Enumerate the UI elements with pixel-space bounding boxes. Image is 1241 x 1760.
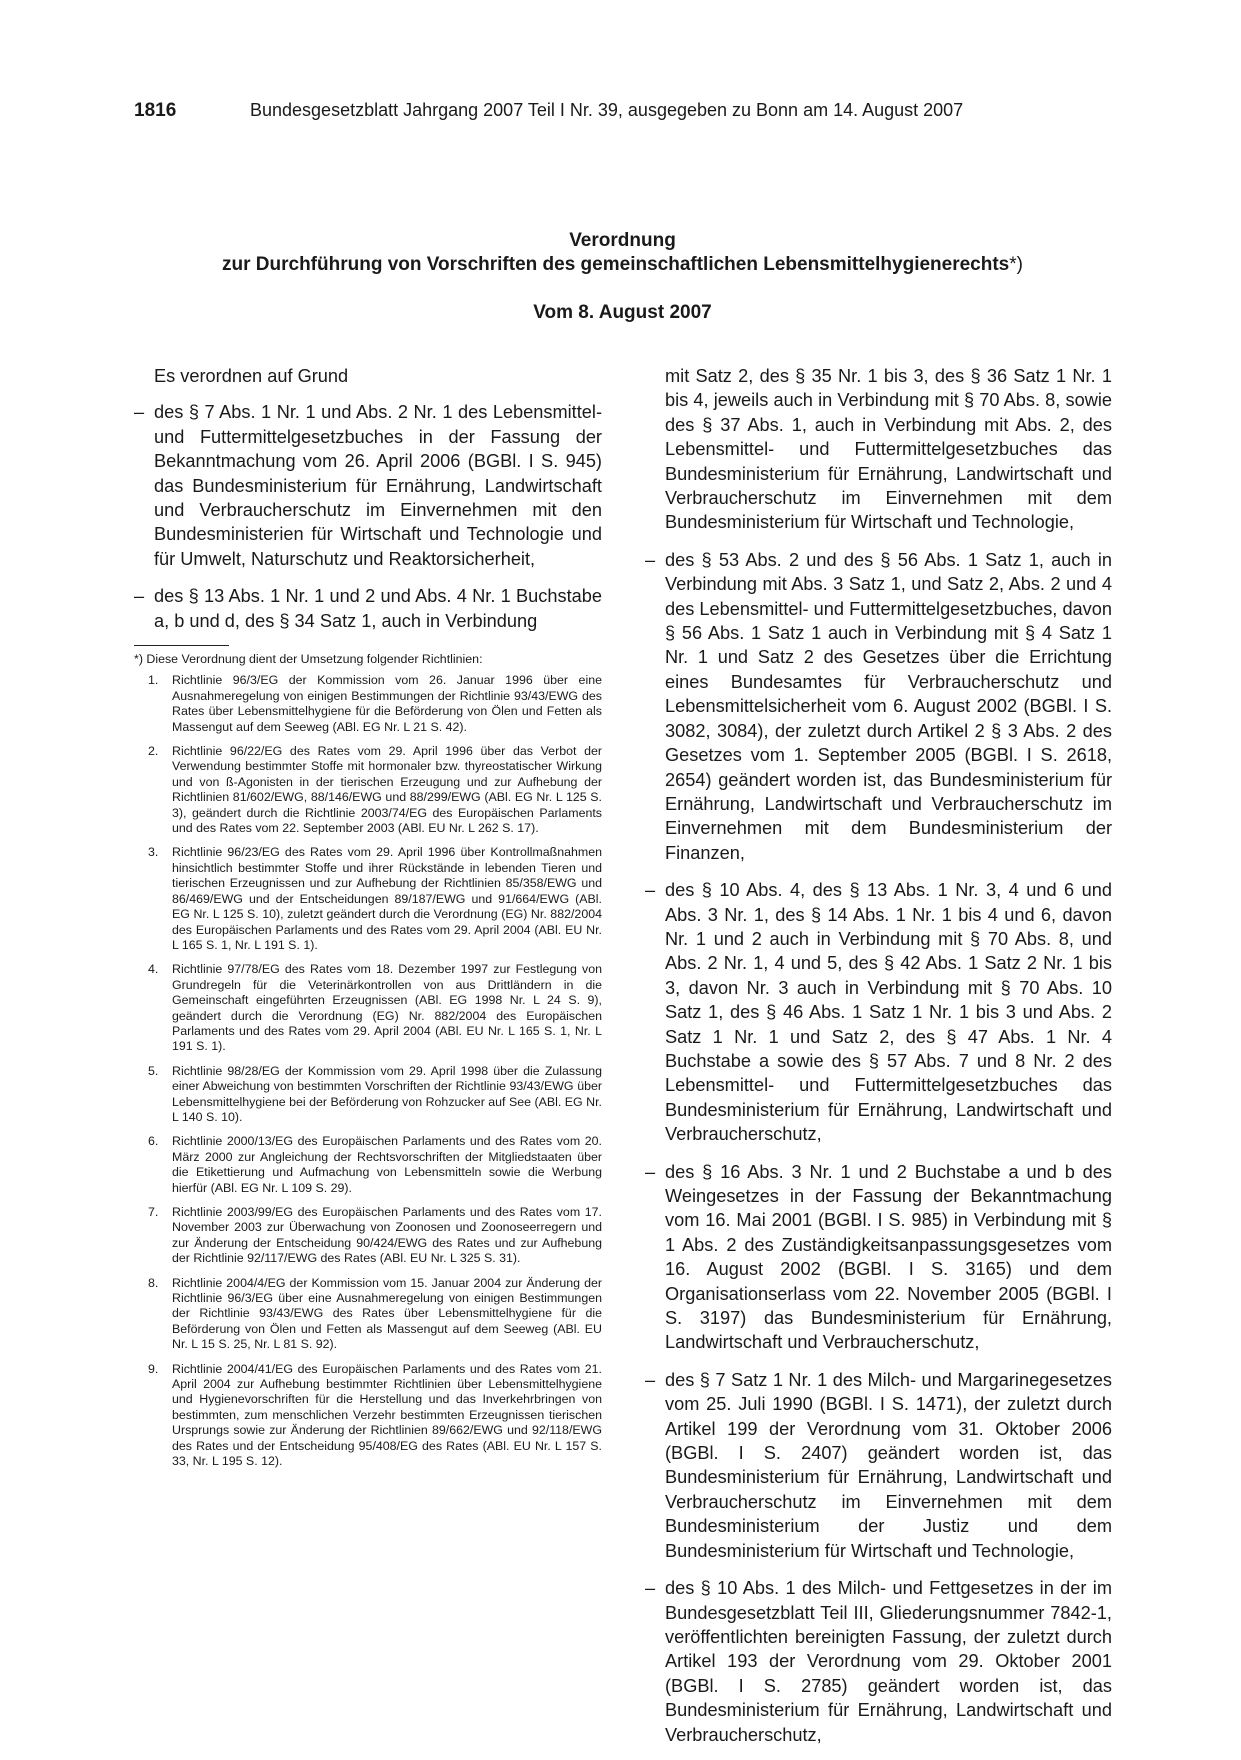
footnote-number: 8. — [148, 1275, 159, 1290]
footnote-item — [134, 1276, 602, 1353]
footnote-text: Richtlinie 2000/13/EG des Europäischen Parlaments und des Rates vom 20. März 2000 zur Angleichung der Rechtsvorschriften der Mitgliedstaaten über die Etikettierung und Aufmachung von Lebensmitteln sowie die Werbung hierfür (ABl. EG Nr. L 109 S. 29). — [172, 1134, 602, 1195]
list-item-text: des § 10 Abs. 4, des § 13 Abs. 1 Nr. 3, 4 und 6 und Abs. 3 Nr. 1, des § 14 Abs. 1 Nr. 1 bis 4 und 6, davon Nr. 1 und 2 auch in Verbindung mit § 70 Abs. 8, und Abs. 2 Nr. 1, 4 und 5, des § 42 Abs. 1 Satz 2 Nr. 1 bis 3, davon Nr. 3 auch in Verbindung mit § 70 Abs. 10 Satz 1, des § 46 Abs. 1 Satz 1 Nr. 1 bis 3 und Abs. 2 Satz 1 Nr. 1 und Satz 2, des § 47 Abs. 1 Nr. 4 Buchstabe a sowie des § 57 Abs. 7 und 8 Nr. 2 des Lebensmittel- und Futtermittelgesetzbuches das Bundesministerium für Ernährung, Landwirtschaft und Verbraucherschutz, — [665, 880, 1112, 1145]
footnote-text: Richtlinie 2004/4/EG der Kommission vom 15. Januar 2004 zur Änderung der Richtlinie 96/3/EG über eine Ausnahmeregelung von einigen Bestimmungen der Richtlinie 93/43/EWG des Rates über Lebensmittelhygiene für die Beförderung von Ölen und Fetten als Massengut auf dem Seeweg (ABl. EU Nr. L 15 S. 25, Nr. L 81 S. 92). — [172, 1275, 602, 1352]
footnote-intro: *) Diese Verordnung dient der Umsetzung folgender Richtlinien: — [134, 652, 483, 666]
list-item — [645, 1576, 1112, 1747]
footnote-text: Richtlinie 96/23/EG des Rates vom 29. April 1996 über Kontrollmaßnahmen hinsichtlich bestimmter Stoffe und ihrer Rückstände in lebenden Tieren und tierischen Erzeugnissen und zur Aufhebung der Richtlinien 85/358/EWG und 86/469/EWG und der Entscheidungen 89/187/EWG und 91/664/EWG (ABl. EG Nr. L 125 S. 10), zuletzt geändert durch die Verordnung (EG) Nr. 882/2004 des Europäischen Parlaments und des Rates vom 29. April 2004 (ABl. EU Nr. L 165 S. 1, Nr. L 191 S. 1). — [172, 845, 602, 952]
title-footnote-marker: *) — [1009, 254, 1023, 275]
dash-bullet: – — [645, 1161, 656, 1182]
list-item — [645, 1160, 1112, 1355]
list-item — [645, 548, 1112, 865]
footnote-number: 6. — [148, 1134, 159, 1149]
list-item-text: des § 7 Satz 1 Nr. 1 des Milch- und Margarinegesetzes vom 25. Juli 1990 (BGBl. I S. 1471), der zuletzt durch Artikel 199 der Verordnung vom 31. Oktober 2006 (BGBl. I S. 2407) geändert worden ist, das Bundesministerium für Ernährung, Landwirtschaft und Verbraucherschutz im Einvernehmen mit dem Bundesministerium der Justiz und dem Bundesministerium für Wirtschaft und Technologie, — [665, 1369, 1112, 1561]
list-item-text: des § 7 Abs. 1 Nr. 1 und Abs. 2 Nr. 1 des Lebensmittel- und Futtermittelgesetzbuches in der Fassung der Bekanntmachung vom 26. April 2006 (BGBl. I S. 945) das Bundesministerium für Ernährung, Landwirtschaft und Verbraucherschutz im Einvernehmen mit den Bundesministerien für Wirtschaft und Technologie und für Umwelt, Naturschutz und Reaktorsicherheit, — [154, 402, 602, 569]
footnote-number: 7. — [148, 1205, 159, 1219]
list-item — [134, 400, 602, 571]
right-column — [645, 364, 1112, 1760]
list-item — [134, 584, 602, 633]
footnote-item — [134, 744, 602, 836]
footnote-item — [134, 1064, 602, 1126]
footnote-item — [134, 845, 602, 953]
footnote-text: Richtlinie 2004/41/EG des Europäischen Parlaments und des Rates vom 21. April 2004 zur Aufhebung bestimmter Richtlinien über Lebensmittelhygiene und Hygienevorschriften für die Herstellung und das Inverkehrbringen von bestimmten, zum menschlichen Verzehr bestimmten Erzeugnissen tierischen Ursprungs sowie zur Änderung der Richtlinien 89/662/EWG und 92/118/EWG des Rates und der Entscheidung 95/408/EG des Rates (ABl. EU Nr. L 157 S. 33, Nr. L 195 S. 12). — [172, 1361, 602, 1469]
document-title — [134, 229, 1111, 325]
dash-bullet: – — [645, 549, 656, 570]
list-item-text: des § 10 Abs. 1 des Milch- und Fettgesetzes in der im Bundesgesetzblatt Teil III, Gliederungsnummer 7842-1, veröffentlichten bereinigten Fassung, der zuletzt durch Artikel 193 der Verordnung vom 29. Oktober 2001 (BGBl. I S. 2785) geändert worden ist, das Bundesministerium für Ernährung, Landwirtschaft und Verbraucherschutz, — [665, 1578, 1112, 1745]
dash-bullet: – — [645, 1578, 656, 1599]
footnote-item — [134, 962, 602, 1054]
footnote-number: 5. — [148, 1063, 159, 1078]
dash-bullet: – — [645, 1369, 656, 1390]
footnote-number: 9. — [148, 1361, 159, 1376]
footnote-text: Richtlinie 96/3/EG der Kommission vom 26. Januar 1996 über eine Ausnahmeregelung von einigen Bestimmungen der Richtlinie 93/43/EWG des Rates über Lebensmittelhygiene für die Beförderung von Ölen und Fetten als Massengut auf dem Seeweg (ABl. EG Nr. L 21 S. 42). — [172, 673, 602, 734]
footnote-text: Richtlinie 98/28/EG der Kommission vom 29. April 1998 über die Zulassung einer Abweichung von bestimmten Vorschriften der Richtlinie 93/43/EWG über Lebensmittelhygiene bei der Beförderung von Rohzucker auf See (ABl. EG Nr. L 140 S. 10). — [172, 1063, 602, 1124]
footnote-number: 2. — [148, 744, 159, 759]
footnote-list — [134, 673, 602, 1469]
footnote-item — [134, 1362, 602, 1470]
list-item — [645, 1368, 1112, 1563]
list-item-text: des § 16 Abs. 3 Nr. 1 und 2 Buchstabe a und b des Weingesetzes in der Fassung der Bekanntmachung vom 16. Mai 2001 (BGBl. I S. 985) in Verbindung mit § 1 Abs. 2 des Zuständigkeitsanpassungsgesetzes vom 16. August 2002 (BGBl. I S. 3165) und dem Organisationserlass vom 22. November 2005 (BGBl. I S. 3197) das Bundesministerium für Ernährung, Landwirtschaft und Verbraucherschutz, — [665, 1161, 1112, 1353]
title-line-2 — [134, 253, 1111, 277]
footnote-rule — [134, 645, 229, 646]
intro-text: Es verordnen auf Grund — [154, 366, 349, 386]
title-line-2-text: zur Durchführung von Vorschriften des gemeinschaftlichen Lebensmittelhygienerechts — [222, 254, 1010, 275]
footnote-text: Richtlinie 96/22/EG des Rates vom 29. April 1996 über das Verbot der Verwendung bestimmter Stoffe mit hormonaler bzw. thyreostatischer Wirkung und von ß-Agonisten in der tierischen Erzeugung und zur Aufhebung der Richtlinien 81/602/EWG, 88/146/EWG und 88/299/EWG (ABl. EG Nr. L 125 S. 3), geändert durch die Richtlinie 2003/74/EG des Europäischen Parlaments und des Rates vom 22. September 2003 (ABl. EU Nr. L 262 S. 17). — [172, 744, 602, 836]
footnote-item — [134, 1205, 602, 1267]
footnote-text: Richtlinie 97/78/EG des Rates vom 18. Dezember 1997 zur Festlegung von Grundregeln für die Veterinärkontrollen von aus Drittländern in die Gemeinschaft eingeführten Erzeugnissen (ABl. EG 1998 Nr. L 24 S. 9), geändert durch die Verordnung (EG) Nr. 882/2004 des Europäischen Parlaments und des Rates vom 29. April 2004 (ABl. EU Nr. L 165 S. 1, Nr. L 191 S. 1). — [172, 962, 602, 1054]
page-number: 1816 — [134, 100, 177, 121]
footnote-item — [134, 673, 602, 735]
footnote-number: 3. — [148, 845, 159, 860]
footnote-number: 4. — [148, 962, 159, 977]
footnote-item — [134, 1134, 602, 1196]
dash-bullet: – — [645, 880, 656, 901]
footnotes — [134, 645, 602, 1479]
dash-bullet: – — [134, 402, 145, 423]
continuation-text: mit Satz 2, des § 35 Nr. 1 bis 3, des § 36 Satz 1 Nr. 1 bis 4, jeweils auch in Verbindung mit § 70 Abs. 8, sowie des § 37 Abs. 1, auch in Verbindung mit Abs. 2, des Lebensmittel- und Futtermittelgesetzbuches das Bundesministerium für Ernährung, Landwirtschaft und Verbraucherschutz im Einvernehmen mit dem Bundesministerium für Wirtschaft und Technologie, — [665, 366, 1112, 533]
running-title: Bundesgesetzblatt Jahrgang 2007 Teil I Nr. 39, ausgegeben zu Bonn am 14. August 2007 — [250, 100, 964, 120]
list-item-text: des § 13 Abs. 1 Nr. 1 und 2 und Abs. 4 Nr. 1 Buchstabe a, b und d, des § 34 Satz 1, auch in Verbindung — [154, 586, 602, 631]
footnote-text: Richtlinie 2003/99/EG des Europäischen Parlaments und des Rates vom 17. November 2003 zur Überwachung von Zoonosen und Zoonoseerregern und zur Änderung der Entscheidung 90/424/EWG des Rates und zur Aufhebung der Richtlinie 92/117/EWG des Rates (ABl. EU Nr. L 325 S. 31). — [172, 1205, 602, 1266]
list-item — [645, 878, 1112, 1146]
footnote-number: 1. — [148, 673, 159, 688]
title-line-1: Verordnung — [569, 230, 676, 251]
document-date: Vom 8. August 2007 — [533, 302, 712, 323]
dash-bullet: – — [134, 586, 145, 607]
left-column — [134, 364, 602, 646]
list-item-text: des § 53 Abs. 2 und des § 56 Abs. 1 Satz 1, auch in Verbindung mit Abs. 3 Satz 1, und Satz 2, Abs. 2 und 4 des Lebensmittel- und Futtermittelgesetzbuches, davon § 56 Abs. 1 Satz 1 auch in Verbindung mit § 4 Satz 1 Nr. 1 und Satz 2 des Gesetzes über die Errichtung eines Bundesamtes für Verbraucherschutz und Lebensmittelsicherheit vom 6. August 2002 (BGBl. I S. 3082, 3084), der zuletzt durch Artikel 2 § 3 Abs. 2 des Gesetzes vom 1. September 2005 (BGBl. I S. 2618, 2654) geändert worden ist, das Bundesministerium für Ernährung, Landwirtschaft und Verbraucherschutz im Einvernehmen mit dem Bundesministerium der Finanzen, — [665, 549, 1112, 863]
